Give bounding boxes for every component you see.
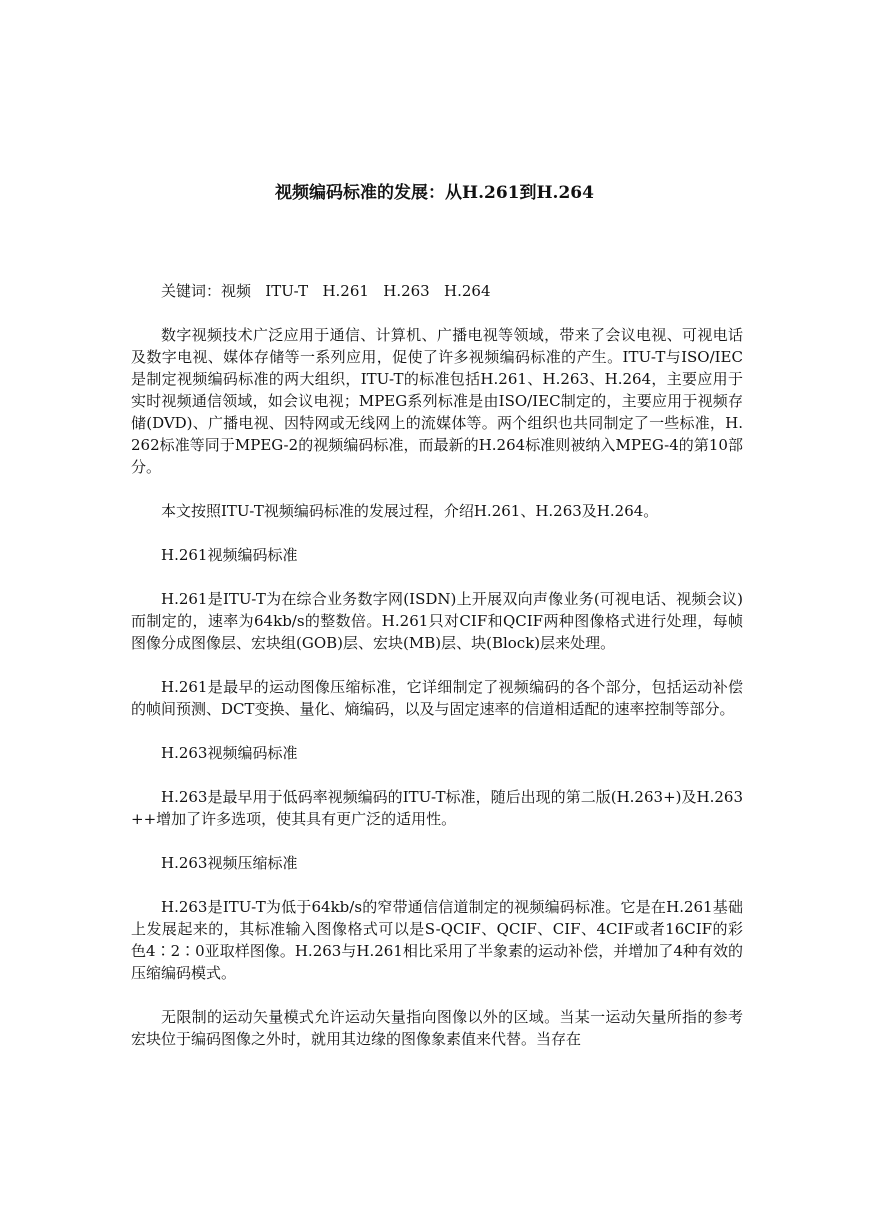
section-heading-h261: H.261视频编码标准	[161, 546, 298, 564]
h263-compression-paragraph: H.263是ITU-T为低于64kb/s的窄带通信信道制定的视频编码标准。它是在H.261基础上发展起来的，其标准输入图像格式可以是S-QCIF、QCIF、CIF、4CIF或者16CIF的彩色4∶2∶0亚取样图像。H.263与H.261相比采用了半象素的运动补偿，并增加了4种有效的压缩编码模式。	[131, 898, 743, 982]
document-body	[131, 280, 743, 1072]
keywords-line: 关键词：视频 ITU-T H.261 H.263 H.264	[161, 282, 491, 300]
h263-paragraph: H.263是最早用于低码率视频编码的ITU-T标准，随后出现的第二版(H.263+)及H.263++增加了许多选项，使其具有更广泛的适用性。	[131, 788, 743, 828]
section-heading-h263: H.263视频编码标准	[161, 744, 298, 762]
intro-paragraph: 数字视频技术广泛应用于通信、计算机、广播电视等领域，带来了会议电视、可视电话及数字电视、媒体存储等一系列应用，促使了许多视频编码标准的产生。ITU-T与ISO/IEC是制定视频编码标准的两大组织，ITU-T的标准包括H.261、H.263、H.264，主要应用于实时视频通信领域，如会议电视；MPEG系列标准是由ISO/IEC制定的，主要应用于视频存储(DVD)、广播电视、因特网或无线网上的流媒体等。两个组织也共同制定了一些标准，H.262标准等同于MPEG-2的视频编码标准，而最新的H.264标准则被纳入MPEG-4的第10部分。	[131, 326, 743, 476]
intro-paragraph: 本文按照ITU-T视频编码标准的发展过程，介绍H.261、H.263及H.264。	[161, 502, 659, 520]
h261-paragraph: H.261是最早的运动图像压缩标准，它详细制定了视频编码的各个部分，包括运动补偿的帧间预测、DCT变换、量化、熵编码，以及与固定速率的信道相适配的速率控制等部分。	[131, 678, 743, 718]
section-heading-h263-compression: H.263视频压缩标准	[161, 854, 298, 872]
h261-paragraph: H.261是ITU-T为在综合业务数字网(ISDN)上开展双向声像业务(可视电话、视频会议)而制定的，速率为64kb/s的整数倍。H.261只对CIF和QCIF两种图像格式进行处理，每帧图像分成图像层、宏块组(GOB)层、宏块(MB)层、块(Block)层来处理。	[131, 590, 743, 652]
h263-compression-paragraph: 无限制的运动矢量模式允许运动矢量指向图像以外的区域。当某一运动矢量所指的参考宏块位于编码图像之外时，就用其边缘的图像象素值来代替。当存在	[131, 1008, 743, 1048]
document-title: 视频编码标准的发展：从H.261到H.264	[275, 183, 594, 203]
